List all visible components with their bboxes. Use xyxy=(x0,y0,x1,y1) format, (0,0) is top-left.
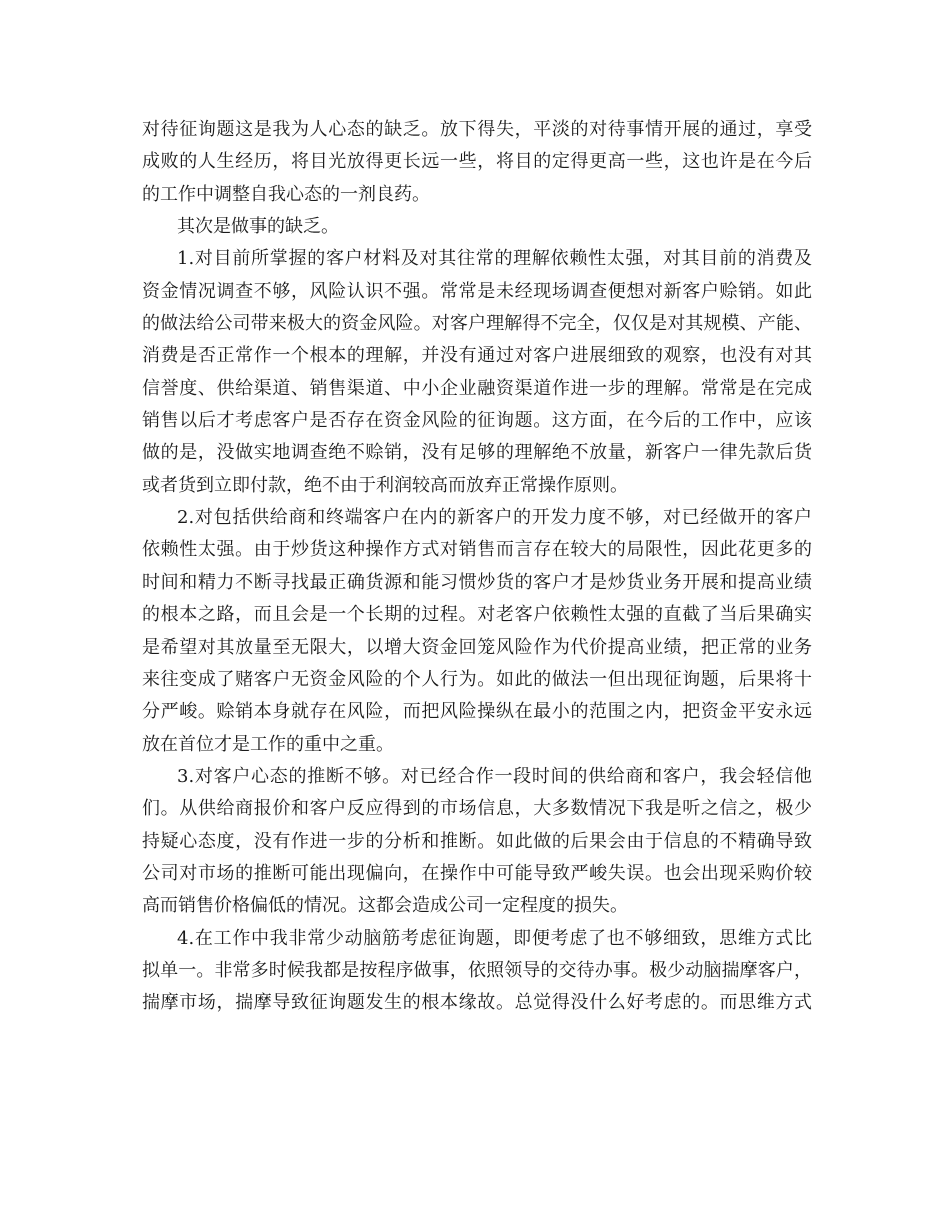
text-line: 分严峻。赊销本身就存在风险，而把风险操纵在最小的范围之内，把资金平安永远 xyxy=(142,701,812,723)
text-line: 或者货到立即付款，绝不由于利润较高而放弃正常操作原则。 xyxy=(142,474,628,496)
text-line: 持疑心态度，没有作进一步的分析和推断。如此做的后果会由于信息的不精确导致 xyxy=(142,830,812,852)
text-line: 揣摩市场，揣摩导致征询题发生的根本缘故。总觉得没什么好考虑的。而思维方式 xyxy=(142,992,812,1014)
paragraph-first-line: 其次是做事的缺乏。 xyxy=(177,216,339,238)
paragraph-first-line: 2.对包括供给商和终端客户在内的新客户的开发力度不够，对已经做开的客户 xyxy=(177,507,812,529)
text-line: 依赖性太强。由于炒货这种操作方式对销售而言存在较大的局限性，因此花更多的 xyxy=(142,539,812,561)
text-line: 销售以后才考虑客户是否存在资金风险的征询题。这方面，在今后的工作中，应该 xyxy=(142,410,812,432)
text-line: 的做法给公司带来极大的资金风险。对客户理解得不完全，仅仅是对其规模、产能、 xyxy=(142,313,812,335)
text-line: 高而销售价格偏低的情况。这都会造成公司一定程度的损失。 xyxy=(142,895,628,917)
text-line: 消费是否正常作一个根本的理解，并没有通过对客户进展细致的观察，也没有对其 xyxy=(142,345,812,367)
document-body xyxy=(142,114,812,1020)
text-line: 拟单一。非常多时候我都是按程序做事，依照领导的交待办事。极少动脑揣摩客户， xyxy=(142,959,812,981)
text-line: 放在首位才是工作的重中之重。 xyxy=(142,733,394,755)
text-line: 资金情况调查不够，风险认识不强。常常是未经现场调查便想对新客户赊销。如此 xyxy=(142,280,812,302)
text-line: 来往变成了赌客户无资金风险的个人行为。如此的做法一但出现征询题，后果将十 xyxy=(142,668,812,690)
paragraph-first-line: 3.对客户心态的推断不够。对已经合作一段时间的供给商和客户，我会轻信他 xyxy=(177,765,812,787)
text-line: 成败的人生经历，将目光放得更长远一些，将目的定得更高一些，这也许是在今后 xyxy=(142,151,812,173)
text-line: 公司对市场的推断可能出现偏向，在操作中可能导致严峻失误。也会出现采购价较 xyxy=(142,862,812,884)
text-line: 们。从供给商报价和客户反应得到的市场信息，大多数情况下我是听之信之，极少 xyxy=(142,798,812,820)
text-line: 时间和精力不断寻找最正确货源和能习惯炒货的客户才是炒货业务开展和提高业绩 xyxy=(142,571,812,593)
text-line: 做的是，没做实地调查绝不赊销，没有足够的理解绝不放量，新客户一律先款后货 xyxy=(142,442,812,464)
paragraph-first-line: 4.在工作中我非常少动脑筋考虑征询题，即便考虑了也不够细致，思维方式比 xyxy=(177,927,812,949)
text-line: 信誉度、供给渠道、销售渠道、中小企业融资渠道作进一步的理解。常常是在完成 xyxy=(142,377,812,399)
text-line: 是希望对其放量至无限大，以增大资金回笼风险作为代价提高业绩，把正常的业务 xyxy=(142,636,812,658)
text-line: 对待征询题这是我为人心态的缺乏。放下得失，平淡的对待事情开展的通过，享受 xyxy=(142,119,812,140)
paragraph-first-line: 1.对目前所掌握的客户材料及对其往常的理解依赖性太强，对其目前的消费及 xyxy=(177,248,812,270)
text-line: 的工作中调整自我心态的一剂良药。 xyxy=(142,183,430,205)
text-line: 的根本之路，而且会是一个长期的过程。对老客户依赖性太强的直截了当后果确实 xyxy=(142,604,812,626)
